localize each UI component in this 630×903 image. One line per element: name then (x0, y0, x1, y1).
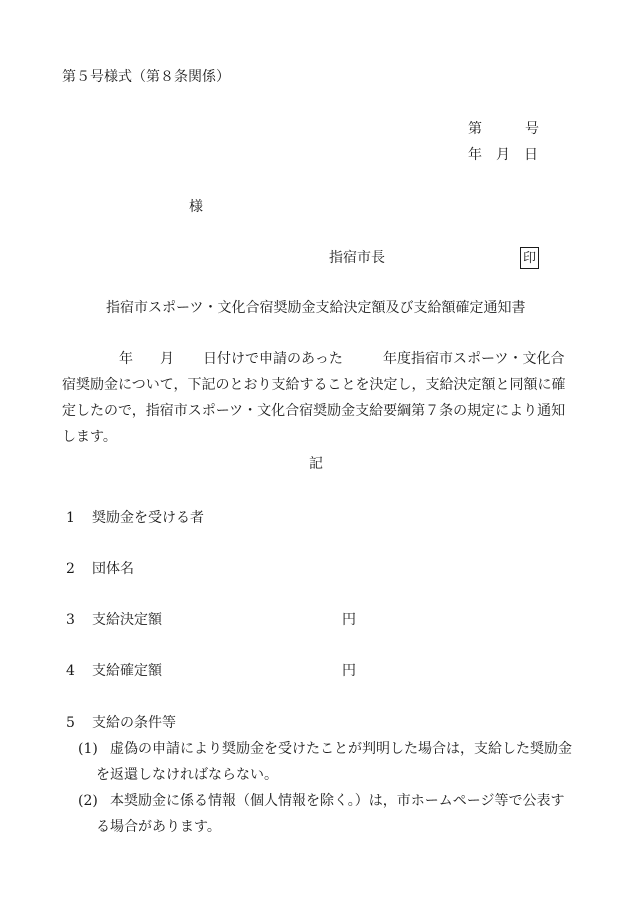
condition-2-num: (2) (78, 793, 98, 809)
condition-1-line1: 虚偽の申請により奨励金を受けたことが判明した場合は，支給した奨励金 (110, 741, 572, 757)
condition-1-num: (1) (78, 741, 98, 757)
item-1-label: 奨励金を受ける者 (92, 510, 204, 526)
doc-number-go: 号 (525, 121, 539, 137)
ki-heading: 記 (309, 456, 323, 472)
item-5-num: 5 (66, 715, 75, 731)
body-line4: します。 (62, 429, 117, 445)
body-fiscal: 年度指宿市スポーツ・文化合 (383, 351, 565, 367)
date-year: 年 (468, 147, 482, 163)
date-month: 月 (496, 147, 510, 163)
item-1-num: 1 (66, 510, 75, 526)
issuer-name: 指宿市長 (329, 250, 385, 266)
body-line3: 定したので，指宿市スポーツ・文化合宿奨励金支給要綱第７条の規定により通知 (62, 403, 566, 419)
item-2-label: 団体名 (92, 561, 134, 577)
item-5-label: 支給の条件等 (92, 715, 176, 731)
item-2-num: 2 (66, 561, 75, 577)
body-line1-rest: 日付けで申請のあった (203, 351, 343, 367)
item-3-label: 支給決定額 (92, 612, 162, 628)
document-title: 指宿市スポーツ・文化合宿奨励金支給決定額及び支給額確定通知書 (106, 300, 526, 316)
condition-2-line1: 本奨励金に係る情報（個人情報を除く。）は，市ホームページ等で公表す (110, 793, 565, 809)
addressee-suffix: 様 (189, 199, 203, 215)
item-3-num: 3 (66, 612, 75, 628)
condition-1-line2: を返還しなければならない。 (96, 767, 278, 783)
body-year: 年 (119, 351, 133, 367)
item-4-num: 4 (66, 663, 75, 679)
condition-2-line2: る場合があります。 (96, 819, 221, 835)
body-line2: 宿奨励金について，下記のとおり支給することを決定し，支給決定額と同額に確 (62, 377, 566, 393)
doc-number-dai: 第 (468, 121, 482, 137)
item-4-unit: 円 (342, 663, 356, 679)
seal-stamp: 印 (520, 247, 539, 269)
body-month: 月 (160, 351, 174, 367)
item-4-label: 支給確定額 (92, 663, 162, 679)
date-day: 日 (524, 147, 538, 163)
form-label: 第５号様式（第８条関係） (62, 69, 230, 85)
item-3-unit: 円 (342, 612, 356, 628)
